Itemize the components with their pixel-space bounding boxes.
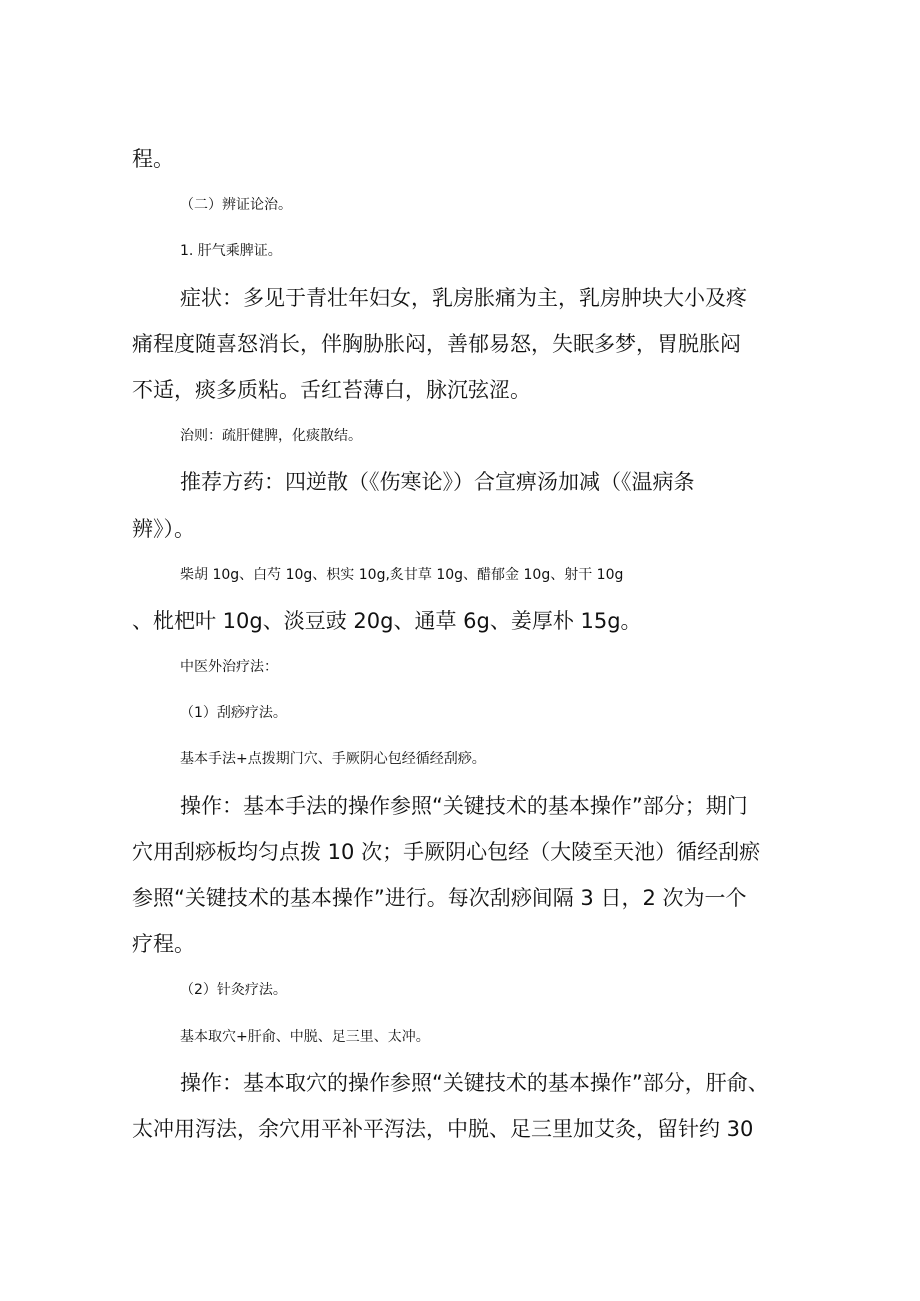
line-text: 操作：基本取穴的操作参照“关键技术的基本操作”部分，肝俞、 [180,1070,769,1095]
treatment-principle: 治则：疏肝健脾，化痰散结。 [180,428,362,445]
scraping-therapy-heading: （1）刮痧疗法。 [180,705,287,722]
section-heading-syndrome-differentiation: （二）辨证论治。 [180,197,292,214]
prescription-line-1 [132,459,814,505]
scraping-operation-line-1 [132,783,814,829]
acupuncture-operation-line-1 [132,1060,814,1106]
symptoms-line-2 [132,321,814,367]
line-text: 参照“关键技术的基本操作”进行。每次刮痧间隔 3 日，2 次为一个 [132,886,747,910]
line-text: 太冲用泻法，余穴用平补平泻法，中脱、足三里加艾灸，留针约 30 [132,1116,754,1141]
line-text: 症状：多见于青壮年妇女，乳房胀痛为主，乳房肿块大小及疼 [180,285,747,310]
acupuncture-points: 基本取穴+肝俞、中脱、足三里、太冲。 [180,1028,430,1045]
scraping-operation-line-2 [132,829,814,875]
scraping-technique: 基本手法+点拨期门穴、手厥阴心包经循经刮痧。 [180,751,486,768]
scraping-operation-line-4: 疗程。 [132,932,195,957]
document-body [132,136,814,1152]
paragraph-continuation: 程。 [132,147,174,171]
acupuncture-operation-line-2 [132,1106,814,1152]
symptoms-line-1 [132,275,814,321]
line-text: 操作：基本手法的操作参照“关键技术的基本操作”部分；期门 [180,793,748,818]
line-text: 痛程度随喜怒消长，伴胸胁胀闷，善郁易怒，失眠多梦，胃脱胀闷 [132,331,741,356]
prescription-line-2: 辨》）。 [132,516,195,541]
scraping-operation-line-3 [132,875,814,921]
acupuncture-therapy-heading: （2）针灸疗法。 [180,982,287,999]
herbs-line-1: 柴胡 10g、白芍 10g、枳实 10g,炙甘草 10g、醋郁金 10g、射干 10g [180,566,624,583]
subsection-heading-liver-qi: 1. 肝气乘脾证。 [180,243,282,260]
line-text: 推荐方药：四逆散（《伤寒论》）合宣痹汤加减（《温病条 [180,470,695,495]
symptoms-line-3: 不适，痰多质粘。舌红苔薄白，脉沉弦涩。 [132,377,531,402]
external-therapy-heading: 中医外治疗法： [180,659,278,676]
herbs-line-2: 、枇杷叶 10g、淡豆豉 20g、通草 6g、姜厚朴 15g。 [132,608,642,633]
line-text: 穴用刮痧板均匀点拨 10 次；手厥阴心包经（大陵至天池）循经刮瘀 [132,839,761,864]
